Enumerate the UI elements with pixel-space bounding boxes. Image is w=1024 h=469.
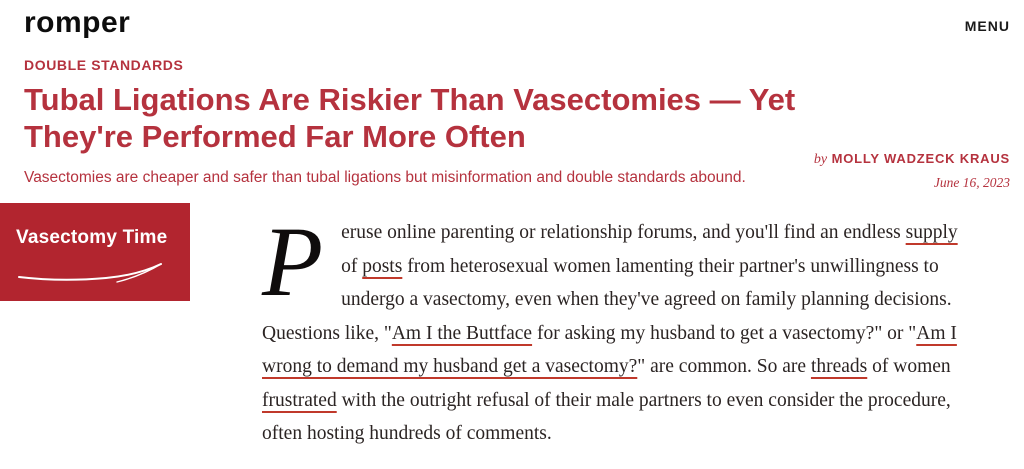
body-text: " are common. So are xyxy=(637,356,811,377)
inline-link[interactable]: supply xyxy=(905,222,958,243)
article-dek: Vasectomies are cheaper and safer than tubal ligations but misinformation and double standards abound. xyxy=(24,169,746,186)
inline-link[interactable]: frustrated xyxy=(262,389,337,411)
publish-date: June 16, 2023 xyxy=(933,175,1010,190)
article-body xyxy=(262,206,970,451)
inline-link[interactable]: Am I the Buttface xyxy=(391,322,533,344)
byline-prefix: by xyxy=(813,152,828,167)
inline-link[interactable]: Am I wrong to demand my husband get a vasectomy? xyxy=(262,322,957,377)
body-text: for asking my husband to get a vasectomy?" or " xyxy=(532,322,917,344)
author-line xyxy=(814,150,1010,168)
body-text: from heterosexual women lamenting their partner's unwillingness to undergo a vasectomy, even when they've agreed on family planning decisions. Questions like, " xyxy=(262,255,952,344)
site-logo[interactable]: romper xyxy=(24,6,131,39)
category-link[interactable]: DOUBLE STANDARDS xyxy=(24,57,184,73)
page-title: Tubal Ligations Are Riskier Than Vasectomies — Yet They're Performed Far More Often xyxy=(24,82,796,154)
body-text: of women xyxy=(867,356,951,377)
body-text: eruse online parenting or relationship forums, and you'll find an endless xyxy=(341,222,906,243)
body-text: of xyxy=(341,255,363,277)
drop-cap: P xyxy=(262,206,324,317)
underline-swoosh-icon xyxy=(16,259,168,287)
author-link[interactable]: MOLLY WADZECK KRAUS xyxy=(831,151,1010,166)
body-text: with the outright refusal of their male partners to even consider the procedure, often hosting hundreds of comments. xyxy=(262,389,951,444)
series-card-label: Vasectomy Time xyxy=(16,227,168,248)
inline-link[interactable]: threads xyxy=(810,356,868,377)
menu-button[interactable]: MENU xyxy=(964,18,1010,34)
byline xyxy=(814,150,1010,191)
article-paragraph xyxy=(262,206,970,451)
inline-link[interactable]: posts xyxy=(362,255,403,277)
series-card[interactable] xyxy=(0,203,190,301)
